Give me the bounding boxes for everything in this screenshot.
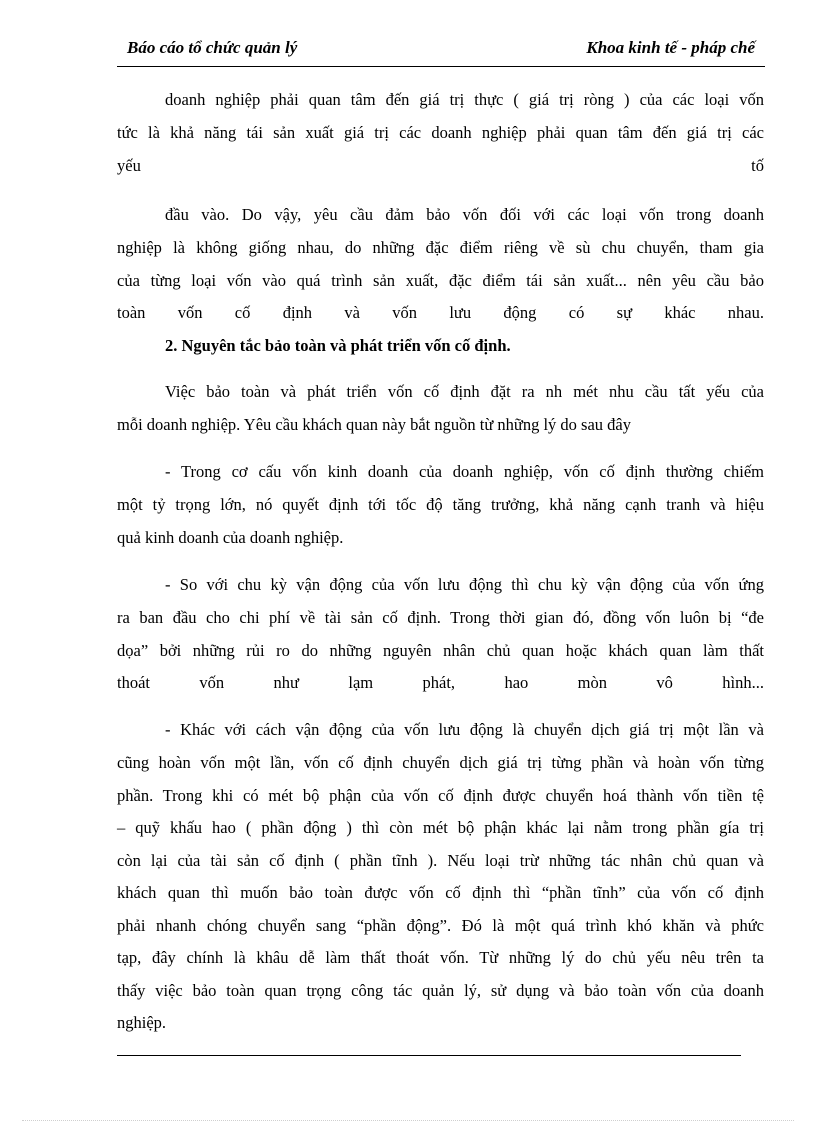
footer-rule — [117, 1055, 741, 1056]
text-line: – quỹ khấu hao ( phần động ) thì còn mét bộ phận khác lại nằm trong phần gía trị — [117, 818, 764, 837]
text-line: còn lại của tài sản cố định ( phần tĩnh ). Nếu loại trừ những tác nhân chủ quan và — [117, 851, 764, 870]
text-line: nghiệp. — [117, 1013, 167, 1032]
text-line: nghiệp là không giống nhau, do những đặc điểm riêng về sù chu chuyển, tham gia — [117, 238, 764, 257]
page-header — [117, 36, 765, 67]
text-line: tạp, đây chính là khâu dễ làm thất thoát vốn. Từ những lý do chủ yếu nêu trên ta — [117, 948, 764, 967]
text-line: quả kinh doanh của doanh nghiệp. — [117, 528, 344, 547]
header-faculty: Khoa kinh tế - pháp chế — [586, 38, 755, 57]
text-line: phải nhanh chóng chuyển sang “phần động”. Đó là một quá trình khó khăn và phức — [117, 916, 764, 935]
text-line: doanh nghiệp phải quan tâm đến giá trị thực ( giá trị ròng ) của các loại vốn — [165, 90, 764, 109]
text-line: ra ban đầu cho chi phí về tài sản cố định. Trong thời gian đó, đồng vốn luôn bị “đe — [117, 608, 764, 627]
text-line: một tỷ trọng lớn, nó quyết định tới tốc độ tăng trưởng, khả năng cạnh tranh và hiệu — [117, 495, 764, 514]
text-line: - So với chu kỳ vận động của vốn lưu động thì chu kỳ vận động của vốn ứng — [165, 575, 764, 594]
text-line: phần. Trong khi có mét bộ phận của vốn cố định được chuyển hoá thành vốn tiền tệ — [117, 786, 764, 805]
text-line: thoát vốn như lạm phát, hao mòn vô hình... — [117, 673, 764, 692]
text-line: Việc bảo toàn và phát triển vốn cố định đặt ra nh mét nhu cầu tất yếu của — [165, 382, 764, 401]
section-heading: 2. Nguyên tắc bảo toàn và phát triển vốn cố định. — [165, 336, 511, 355]
text-line: thấy việc bảo toàn quan trọng công tác quản lý, sử dụng và bảo toàn vốn của doanh — [117, 981, 764, 1000]
text-line: cũng hoàn vốn một lần, vốn cố định chuyển dịch giá trị từng phần và hoàn vốn từng — [117, 753, 764, 772]
text-line: của từng loại vốn vào quá trình sản xuất, đặc điểm tái sản xuất... nên yêu cầu bảo — [117, 271, 764, 290]
text-line: tức là khả năng tái sản xuất giá trị các doanh nghiệp phải quan tâm đến giá trị các — [117, 123, 764, 142]
text-line: dọa” bởi những rủi ro do những nguyên nhân chủ quan hoặc khách quan làm thất — [117, 641, 764, 660]
text-line: đầu vào. Do vậy, yêu cầu đảm bảo vốn đối với các loại vốn trong doanh — [165, 205, 764, 224]
header-report-title: Báo cáo tổ chức quản lý — [127, 38, 298, 57]
text-line: mỗi doanh nghiệp. Yêu cầu khách quan này bắt nguồn từ những lý do sau đây — [117, 415, 631, 434]
text-line: khách quan thì muốn bảo toàn được vốn cố định thì “phần tĩnh” của vốn cố định — [117, 883, 764, 902]
page-edge — [22, 1120, 794, 1121]
text-line: - Khác với cách vận động của vốn lưu động là chuyển dịch giá trị một lần và — [165, 720, 764, 739]
text-line: yếu tố — [117, 156, 764, 175]
text-line: - Trong cơ cấu vốn kinh doanh của doanh nghiệp, vốn cố định thường chiếm — [165, 462, 764, 481]
text-line: toàn vốn cố định và vốn lưu động có sự khác nhau. — [117, 303, 764, 322]
